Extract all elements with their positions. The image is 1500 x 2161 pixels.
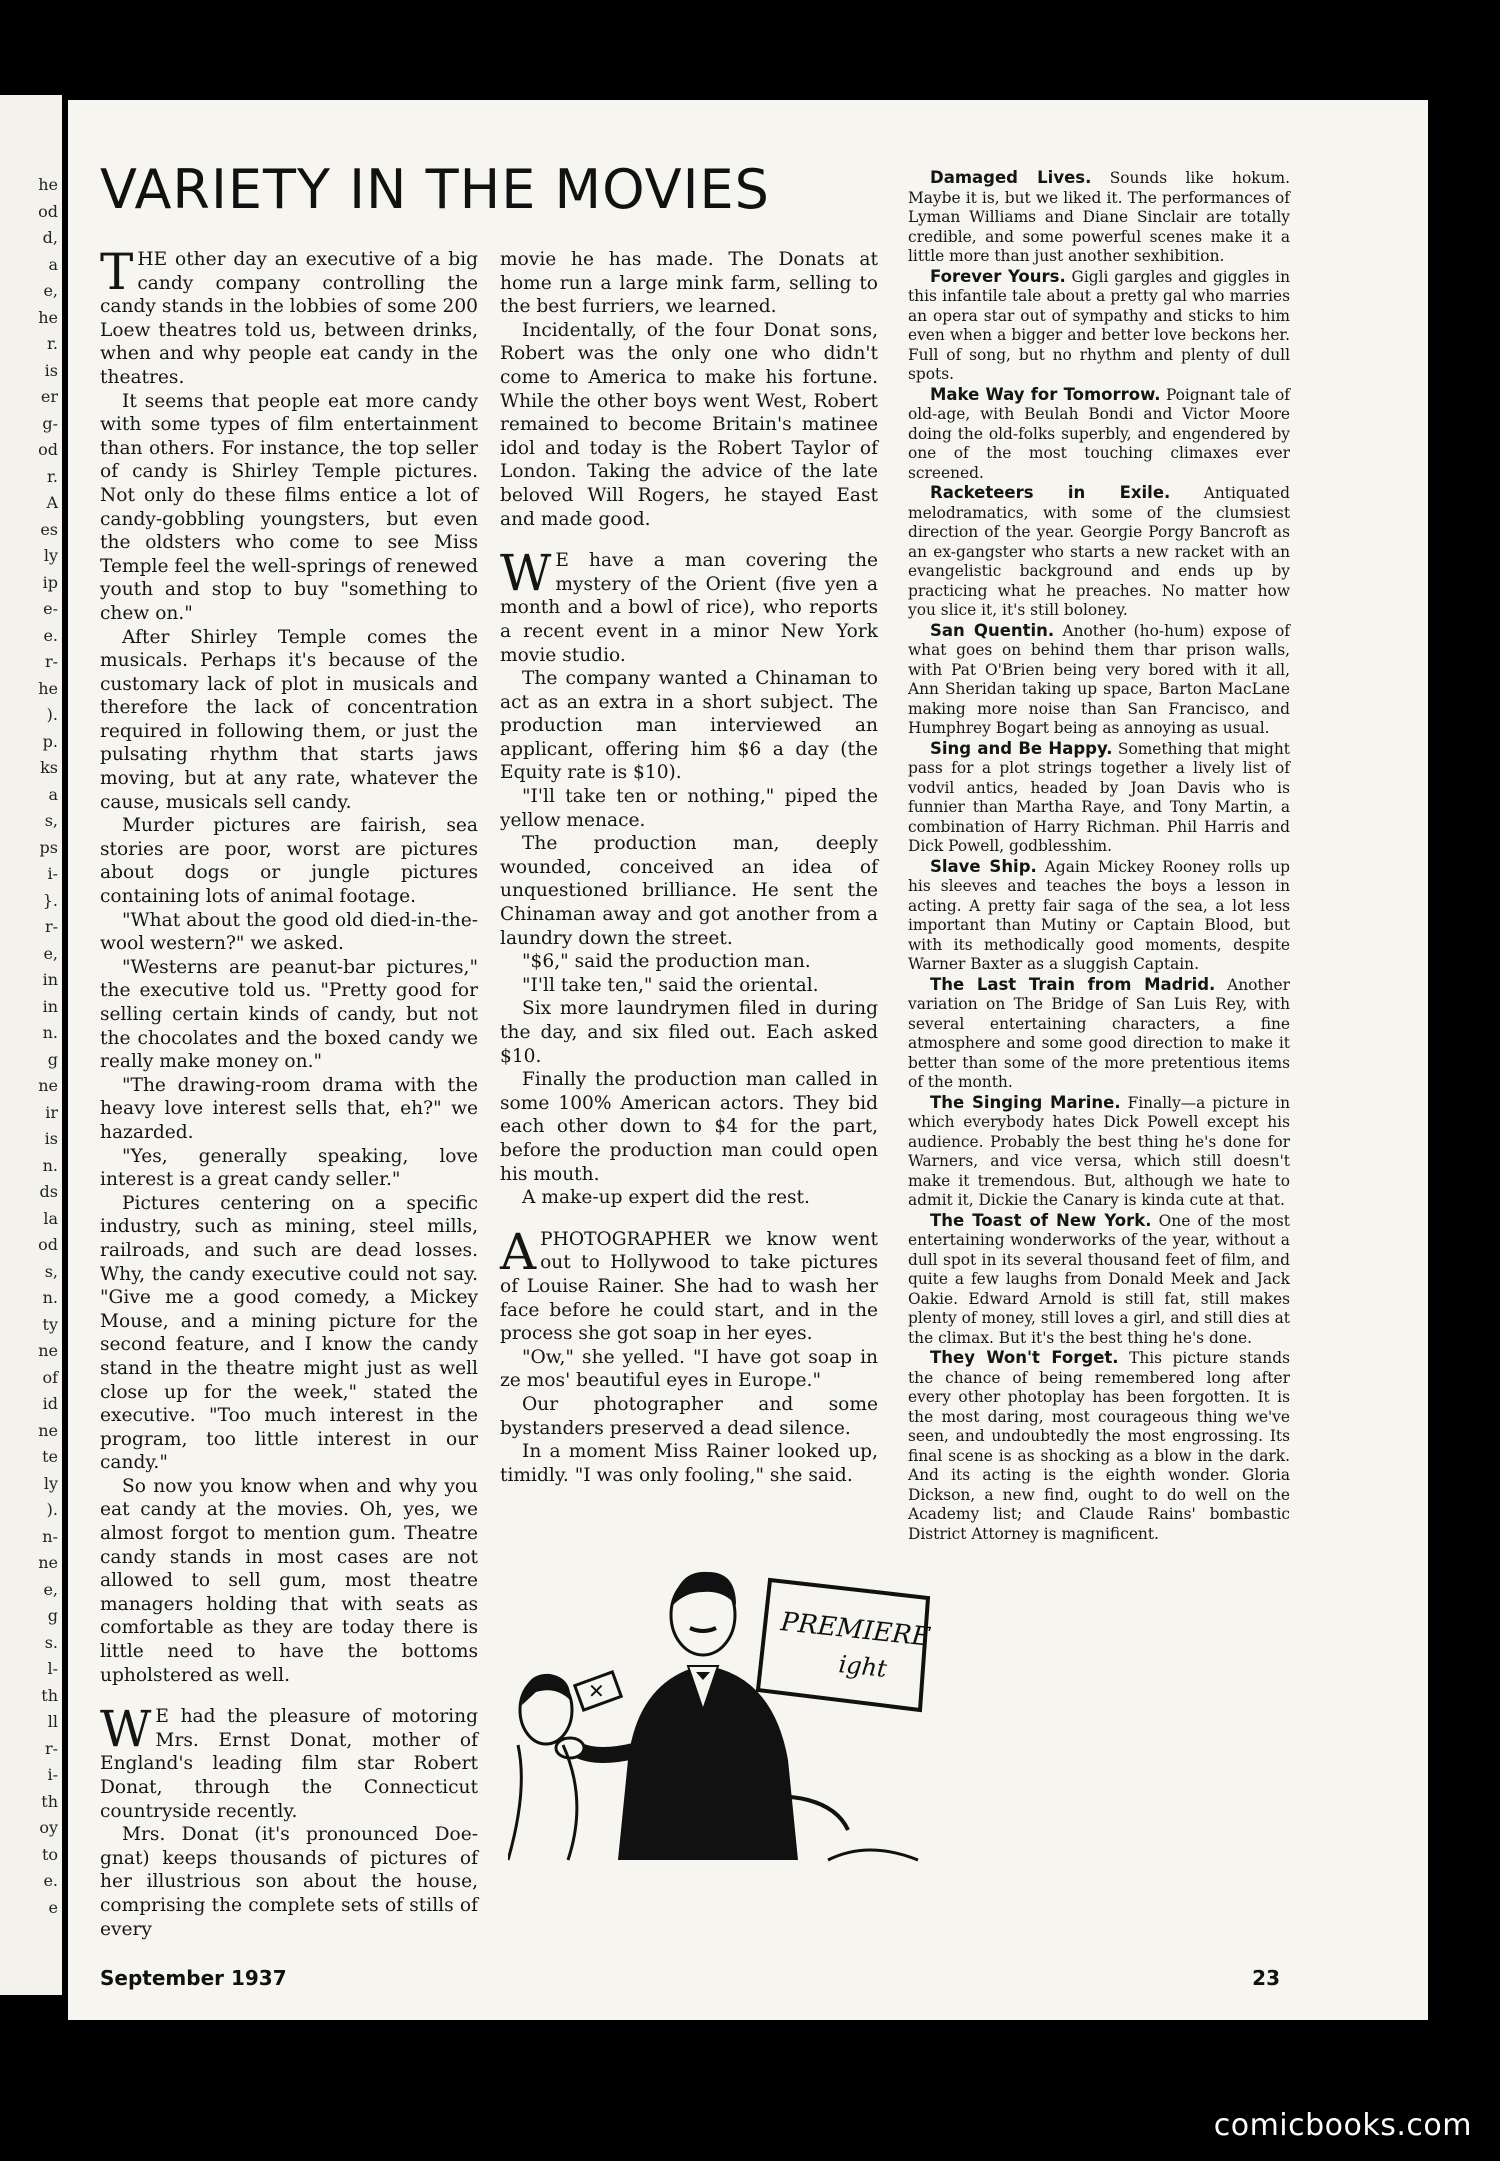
paragraph: Our photographer and some bystanders preserved a dead silence.	[500, 1393, 878, 1439]
adjacent-page-fragment: r.	[47, 334, 58, 353]
adjacent-page-fragment: s,	[44, 1261, 58, 1281]
article-column-1	[100, 243, 478, 1941]
adjacent-page-fragment: }.	[42, 890, 58, 910]
paragraph: So now you know when and why you eat candy at the movies. Oh, yes, we almost forgot to mention gum. Theatre candy stands in most cases are not allowed to sell gum, most theatre managers holding that with seats as comfortable as they are today there is little need to have the bottoms upholstered as well.	[100, 1475, 478, 1686]
paragraph: "$6," said the production man.	[522, 951, 811, 973]
paragraph: The company wanted a Chinaman to act as an extra in a short subject. The production man interviewed an applicant, offering him $6 a day (the Equity rate is $10).	[500, 668, 878, 784]
adjacent-page-edge	[0, 95, 62, 1995]
paragraph: Finally the production man called in some 100% American actors. They bid each other down to $4 for the part, before the production man could open his mouth.	[500, 1069, 878, 1185]
review-text: Finally—a picture in which everybody hates Dick Powell except his audience. Probably the best thing he's done for Warners, and vice versa, which still doesn't make it tremendous. But, although we hate to admit it, Dickie the Canary is kinda cute at that.	[908, 1093, 1291, 1209]
adjacent-page-fragment: d,	[42, 228, 58, 247]
review-item	[908, 267, 1290, 385]
adjacent-page-fragment: e.	[43, 1871, 58, 1890]
adjacent-page-fragment: e-	[43, 599, 58, 618]
review-title: Slave Ship.	[930, 856, 1037, 876]
adjacent-page-fragment: ne	[38, 1553, 58, 1572]
review-item	[908, 975, 1290, 1093]
adjacent-page-fragment: ).	[46, 705, 58, 724]
adjacent-page-fragment: a	[48, 784, 58, 804]
adjacent-page-fragment: e.	[43, 625, 58, 645]
ticket	[575, 1672, 621, 1710]
adjacent-page-fragment: id	[42, 1394, 58, 1413]
adjacent-page-fragment: r-	[44, 1738, 58, 1758]
adjacent-page-fragment: s.	[44, 1632, 58, 1652]
review-item	[908, 621, 1290, 739]
article-column-2	[500, 248, 878, 1487]
adjacent-page-fragment: e,	[43, 281, 58, 300]
adjacent-page-fragment: ks	[40, 758, 58, 777]
paragraph: "Yes, generally speaking, love interest is a great candy seller."	[100, 1145, 478, 1191]
adjacent-page-fragment: i-	[47, 864, 58, 883]
drop-cap: W	[500, 544, 552, 603]
review-title: The Last Train from Madrid.	[930, 974, 1216, 994]
adjacent-page-fragment: A	[46, 493, 58, 512]
adjacent-page-fragment: th	[41, 1791, 58, 1811]
adjacent-page-fragment: g	[47, 1606, 58, 1625]
adjacent-page-fragment: ne	[38, 1076, 58, 1095]
adjacent-page-fragment: ty	[42, 1314, 58, 1334]
review-text: This picture stands the chance of being remembered long after every other photoplay has been forgotten. It is the most daring, most courageous thing we've seen, and undoubtedly the most engrossing. Its final scene is as shocking as a blow in the dark. And its acting is the eighth wonder. Gloria Dickson, a new find, ought to do well on the Academy list; and Claude Rains' bombastic District Attorney is magnificent.	[908, 1349, 1290, 1543]
adjacent-page-fragment: r.	[47, 466, 58, 486]
paragraph: Mrs. Donat (it's pronounced Doe-gnat) keeps thousands of pictures of her illustrious son about the house, comprising the complete sets of stills of every	[100, 1824, 478, 1940]
adjacent-page-fragment: od	[38, 440, 58, 459]
review-text: Poignant tale of old-age, with Beulah Bondi and Victor Moore doing the old-folks superbly, and engendered by one of the most touching climaxes ever screened.	[908, 385, 1290, 482]
drop-cap: A	[500, 1222, 537, 1281]
review-title: Racketeers in Exile.	[930, 483, 1171, 502]
adjacent-page-fragment: n-	[42, 1526, 58, 1546]
paragraph: "The drawing-room drama with the heavy love interest sells that, eh?" we hazarded.	[100, 1074, 478, 1143]
adjacent-page-fragment: g	[47, 1049, 58, 1069]
review-text: Another (ho-hum) expose of what goes on behind them thar prison walls, with Pat O'Brien being very bored with it all, Ann Sheridan taking up space, Barton MacLane making more noise than San Francisco, and Humphrey Bogart being as annoying as usual.	[908, 621, 1290, 737]
review-item	[908, 1211, 1290, 1349]
adjacent-page-fragment: is	[44, 1129, 58, 1148]
woman-figure	[508, 1674, 577, 1860]
adjacent-page-fragment: l-	[47, 1659, 58, 1678]
adjacent-page-fragment: g-	[42, 413, 58, 433]
adjacent-page-fragment: in	[42, 996, 58, 1016]
premiere-sign	[758, 1580, 932, 1710]
adjacent-page-fragment: la	[43, 1208, 58, 1228]
review-title: They Won't Forget.	[930, 1348, 1119, 1367]
drop-cap: T	[100, 243, 134, 301]
review-text: Another variation on The Bridge of San Luis Rey, with several entertaining characters, a fine atmosphere and some good direction to make it better than some of the more pretentious items of the month.	[908, 975, 1290, 1091]
issue-date: September 1937	[100, 1966, 287, 1990]
review-title: The Toast of New York.	[930, 1210, 1152, 1230]
adjacent-page-fragment: is	[44, 360, 58, 380]
page-title: VARIETY IN THE MOVIES	[100, 158, 770, 221]
adjacent-page-fragment: e,	[43, 1579, 58, 1599]
review-item	[908, 1093, 1290, 1211]
adjacent-page-fragment: te	[42, 1447, 58, 1466]
adjacent-page-fragment: e	[48, 1897, 58, 1917]
paragraph: THE other day an executive of a big candy company controlling the candy stands in the lobbies of some 200 Loew theatres told us, between drinks, when and why people eat candy in the theatres.	[100, 243, 478, 388]
review-title: The Singing Marine.	[930, 1092, 1121, 1112]
adjacent-page-fragment: th	[41, 1685, 58, 1705]
adjacent-page-fragment: er	[40, 387, 58, 406]
review-title: Damaged Lives.	[930, 168, 1092, 187]
review-item	[908, 483, 1290, 621]
review-text: Something that might pass for a plot strings together a lively list of vodvil antics, headed by Joan Davis who is funnier than Martha Raye, and Tony Martin, a combination of Harry Richman. Phil Harris and Dick Powell, godblesshim.	[908, 739, 1290, 855]
review-item	[908, 1348, 1290, 1544]
sign-text-line2: ight	[837, 1650, 889, 1683]
adjacent-page-fragment: ly	[43, 546, 58, 565]
review-text: One of the most entertaining wonderworks of the year, without a dull spot in its several thousand feet of film, and quite a few laughs from Donald Meek and Jack Oakie. Edward Arnold is still fat, still makes plenty of money, still loves a girl, and still dies at the climax. But it's the best thing he's done.	[908, 1211, 1290, 1347]
review-text: Again Mickey Rooney rolls up his sleeves and teaches the boys a lesson in acting. A pretty fair saga of the sea, a lot less important than Mutiny or Captain Blood, but with its methodically good moments, despite Warner Baxter as a sluggish Captain.	[908, 857, 1290, 973]
adjacent-page-fragment: a	[48, 254, 58, 274]
adjacent-page-fragment: r-	[44, 917, 58, 936]
adjacent-page-fragment: n.	[42, 1023, 58, 1042]
review-item	[908, 385, 1290, 484]
page-number: 23	[1252, 1966, 1280, 1990]
review-title: Forever Yours.	[930, 266, 1066, 286]
paragraph: The production man, deeply wounded, conceived an idea of unquestioned brilliance. He sent the Chinaman away and got another from a laundry down the street.	[500, 833, 878, 949]
paragraph: Incidentally, of the four Donat sons, Robert was the only one who didn't come to America to make his fortune. While the other boys went West, Robert remained to become Britain's matinee idol and today is the Robert Taylor of London. Taking the advice of the late beloved Will Rogers, he stayed East and made good.	[500, 319, 878, 530]
paragraph: Pictures centering on a specific industry, such as mining, steel mills, railroads, and such are dead losses. Why, the candy executive could not say. "Give me a good comedy, a Mickey Mouse, and a mining picture for the second feature, and I know the candy stand in the theatre might just as well close up for the week," stated the executive. "Too much interest in the program, too little interest in our candy."	[100, 1192, 478, 1474]
paragraph: "Westerns are peanut-bar pictures," the executive told us. "Pretty good for selling certain kinds of candy, but not the chocolates and the boxed candy we really make money on."	[100, 956, 478, 1073]
adjacent-page-fragment: he	[38, 678, 58, 698]
adjacent-page-fragment: ne	[38, 1420, 58, 1440]
sign-text-line1: PREMIERE	[779, 1607, 933, 1653]
review-title: Sing and Be Happy.	[930, 738, 1113, 758]
adjacent-page-fragment: he	[38, 175, 58, 194]
adjacent-page-fragment: r-	[44, 652, 58, 671]
adjacent-page-fragment: es	[40, 519, 58, 539]
adjacent-page-fragment: ne	[38, 1341, 58, 1360]
paragraph: In a moment Miss Rainer looked up, timidly. "I was only fooling," she said.	[500, 1441, 878, 1486]
adjacent-page-fragment: s,	[44, 811, 58, 830]
adjacent-page-fragment: in	[42, 970, 58, 989]
review-title: San Quentin.	[930, 620, 1055, 640]
paragraph: After Shirley Temple comes the musicals. Perhaps it's because of the customary lack of plot in musicals and therefore the lack of concentration required in following them, or just the pulsating rhythm that starts jaws moving, but at any rate, whatever the cause, musicals sell candy.	[100, 626, 478, 813]
paragraph: A make-up expert did the rest.	[522, 1187, 810, 1209]
paragraph: "I'll take ten or nothing," piped the yellow menace.	[500, 786, 878, 831]
paragraph: Six more laundrymen filed in during the day, and six filed out. Each asked $10.	[500, 998, 878, 1067]
svg-text:✕: ✕	[588, 1679, 605, 1703]
magazine-page	[68, 100, 1428, 2020]
paragraph: "Ow," she yelled. "I have got soap in ze mos' beautiful eyes in Europe."	[500, 1346, 878, 1392]
adjacent-page-fragment: od	[38, 201, 58, 221]
man-figure	[556, 1572, 798, 1860]
review-text: Antiquated melodramatics, with some of the clumsiest direction of the year. Georgie Porgy Bancroft as an ex-gangster who starts a new racket with an evangelistic background and ends up by practicing what he preaches. No matter how you slice it, it's still boloney.	[908, 484, 1290, 619]
paragraph: APHOTOGRAPHER we know went out to Hollywood to take pictures of Louise Rainer. She had to wash her face before he could start, and in the process she got soap in her eyes.	[500, 1222, 878, 1345]
review-column	[908, 168, 1290, 1544]
adjacent-page-fragment: to	[41, 1844, 58, 1864]
premiere-cartoon-illustration	[508, 1560, 948, 1920]
review-text: Sounds like hokum. Maybe it is, but we liked it. The performances of Lyman Williams and Diane Sinclair are totally credible, and some powerful scenes make it a little more than just another sexhibition.	[908, 169, 1290, 265]
paragraph: W E had the pleasure of motoring Mrs. Ernst Donat, mother of England's leading film star Robert Donat, through the Connecticut countryside recently.	[100, 1700, 478, 1822]
paragraph: Murder pictures are fairish, sea stories are poor, worst are pictures about dogs or jungle pictures containing lots of animal footage.	[100, 815, 478, 908]
adjacent-page-fragment: ds	[39, 1182, 58, 1201]
review-text: Gigli gargles and giggles in this infantile tale about a pretty gal who marries an opera star out of sympathy and sticks to him even when a bigger and better love beckons her. Full of song, but no rhythm and plenty of dull spots.	[908, 267, 1290, 383]
adjacent-page-fragment: p.	[42, 731, 58, 751]
adjacent-page-fragment: ly	[43, 1473, 58, 1493]
adjacent-page-fragment: ip	[42, 572, 58, 592]
adjacent-page-fragment: od	[38, 1235, 58, 1254]
paragraph: "I'll take ten," said the oriental.	[522, 974, 819, 996]
adjacent-page-fragment: he	[38, 307, 58, 327]
review-title: Make Way for Tomorrow.	[930, 384, 1161, 404]
adjacent-page-fragment: n.	[42, 1155, 58, 1175]
drop-cap: W	[100, 1700, 152, 1759]
paragraph: It seems that people eat more candy with some types of film entertainment than others. For instance, the top seller of candy is Shirley Temple pictures. Not only do these films entice a lot of candy-gobbling youngsters, but even the oldsters who come to see Miss Temple feel the well-springs of renewed youth and stop to buy "something to chew on."	[100, 390, 478, 624]
adjacent-page-fragment: oy	[39, 1818, 58, 1837]
paragraph: W E have a man covering the mystery of the Orient (five yen a month and a bowl of rice), who reports a recent event in a minor New York movie studio.	[500, 544, 878, 666]
adjacent-page-fragment: of	[42, 1367, 58, 1387]
adjacent-page-fragment: ).	[46, 1500, 58, 1519]
adjacent-page-fragment: ir	[45, 1102, 58, 1122]
adjacent-page-fragment: ps	[39, 837, 58, 857]
adjacent-page-fragment: e,	[43, 943, 58, 963]
paragraph: movie he has made. The Donats at home run a large mink farm, selling to the best furriers, we learned.	[500, 249, 878, 318]
review-item	[908, 857, 1290, 975]
adjacent-page-fragment: n.	[42, 1288, 58, 1307]
adjacent-page-fragment: ll	[47, 1712, 58, 1731]
adjacent-page-fragment: i-	[47, 1765, 58, 1784]
watermark: comicbooks.com	[1213, 2108, 1472, 2143]
paragraph: "What about the good old died-in-the-wool western?" we asked.	[100, 909, 478, 955]
review-item	[908, 168, 1290, 267]
review-item	[908, 739, 1290, 857]
